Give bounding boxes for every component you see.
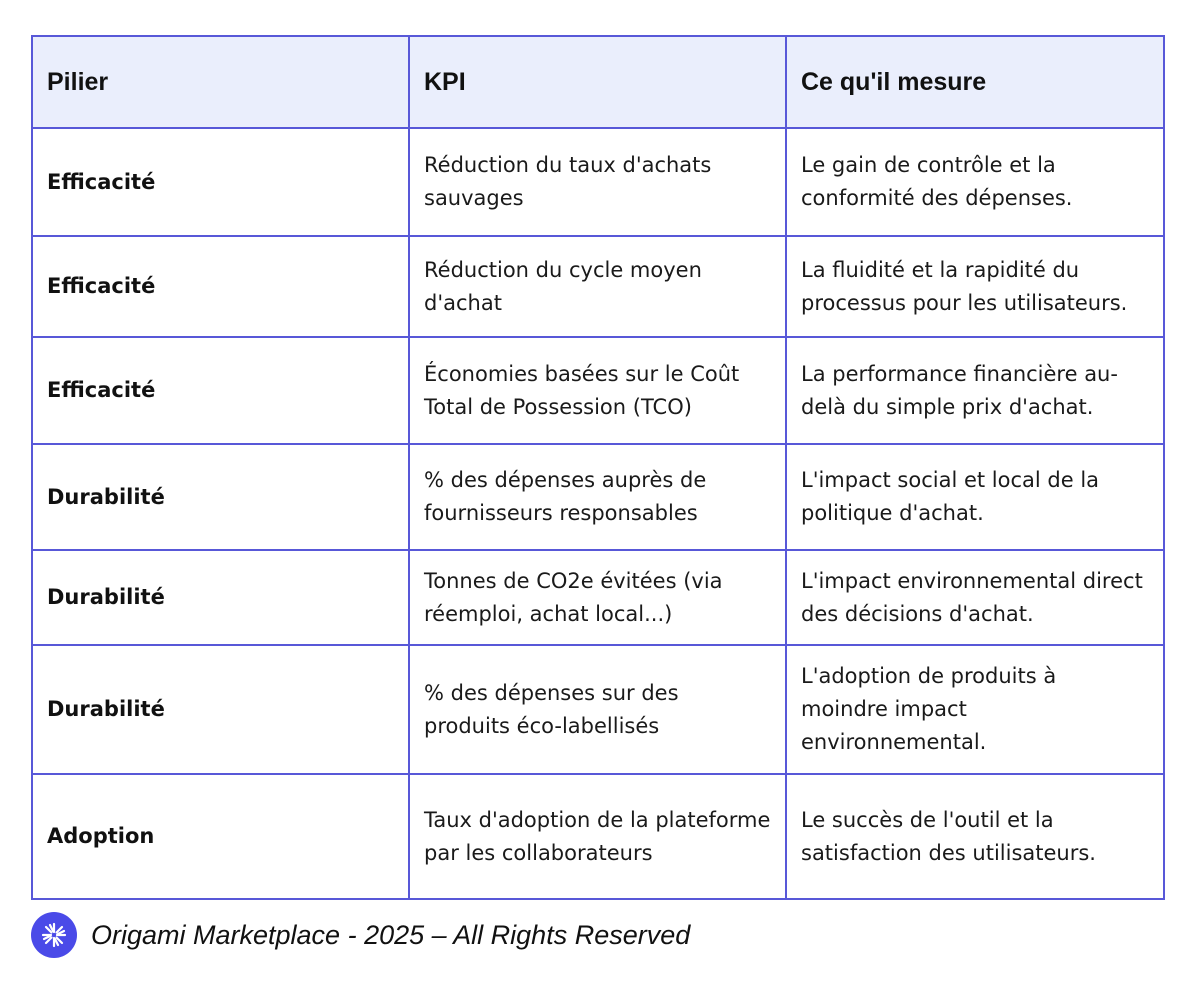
footer (31, 912, 690, 958)
column-header-measure: Ce qu'il mesure (786, 36, 1164, 128)
measure-cell: Le gain de contrôle et la conformité des dépenses. (786, 128, 1164, 236)
column-header-pillar: Pilier (32, 36, 409, 128)
table-row (32, 550, 1164, 645)
kpi-cell: Tonnes de CO2e évitées (via réemploi, achat local...) (409, 550, 786, 645)
pillar-cell: Durabilité (32, 645, 409, 774)
pillar-cell: Efficacité (32, 236, 409, 337)
kpi-cell: Réduction du taux d'achats sauvages (409, 128, 786, 236)
measure-cell: La performance financière au-delà du simple prix d'achat. (786, 337, 1164, 444)
copyright-text: Origami Marketplace - 2025 – All Rights Reserved (91, 919, 691, 950)
table-row (32, 774, 1164, 899)
kpi-cell: % des dépenses auprès de fournisseurs responsables (409, 444, 786, 550)
measure-cell: La fluidité et la rapidité du processus pour les utilisateurs. (786, 236, 1164, 337)
measure-cell: Le succès de l'outil et la satisfaction des utilisateurs. (786, 774, 1164, 899)
table-header-row (32, 36, 1164, 128)
table-row (32, 444, 1164, 550)
table-row (32, 236, 1164, 337)
column-header-kpi: KPI (409, 36, 786, 128)
measure-cell: L'impact social et local de la politique d'achat. (786, 444, 1164, 550)
table-row (32, 128, 1164, 236)
pillar-cell: Efficacité (32, 337, 409, 444)
pillar-cell: Durabilité (32, 550, 409, 645)
table-row (32, 645, 1164, 774)
kpi-cell: Taux d'adoption de la plateforme par les collaborateurs (409, 774, 786, 899)
measure-cell: L'adoption de produits à moindre impact environnemental. (786, 645, 1164, 774)
measure-cell: L'impact environnemental direct des décisions d'achat. (786, 550, 1164, 645)
kpi-cell: % des dépenses sur des produits éco-labellisés (409, 645, 786, 774)
pillar-cell: Efficacité (32, 128, 409, 236)
pillar-cell: Durabilité (32, 444, 409, 550)
origami-star-icon (31, 912, 77, 958)
kpi-cell: Économies basées sur le Coût Total de Possession (TCO) (409, 337, 786, 444)
kpi-cell: Réduction du cycle moyen d'achat (409, 236, 786, 337)
table-row (32, 337, 1164, 444)
pillar-cell: Adoption (32, 774, 409, 899)
kpi-table (31, 35, 1165, 900)
